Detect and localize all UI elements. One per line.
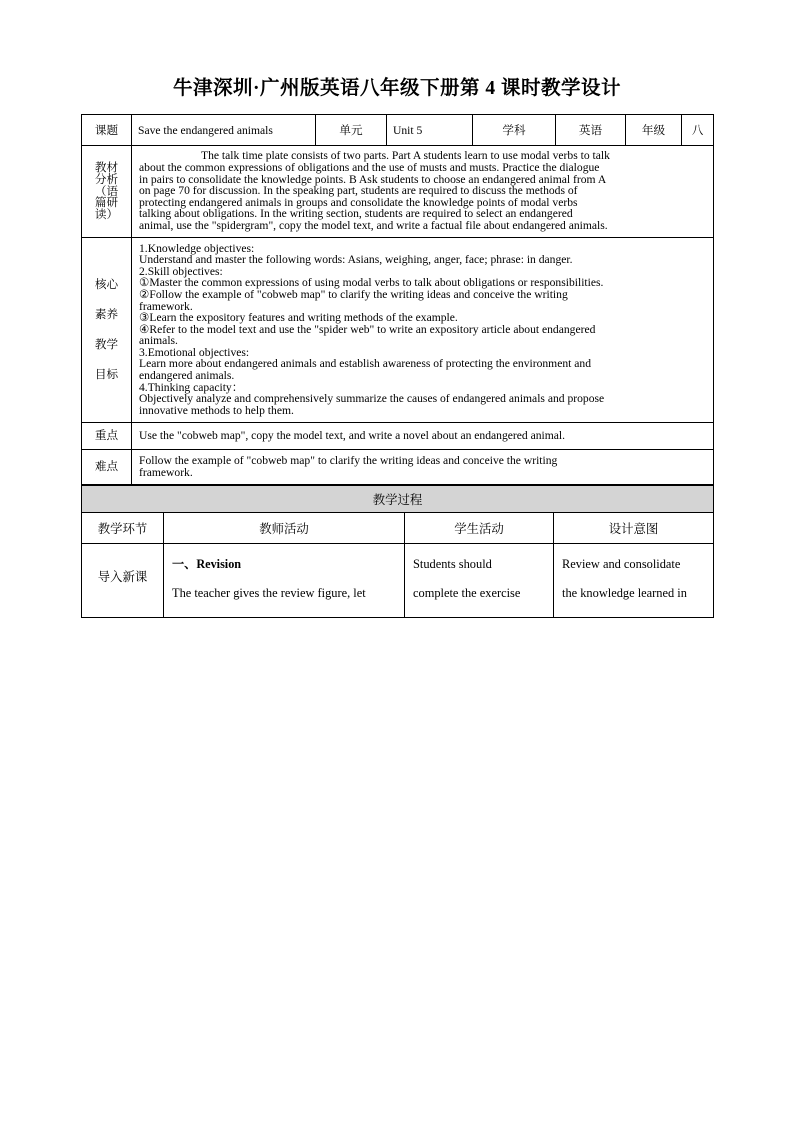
objective-line: ②Follow the example of "cobweb map" to clarify the writing ideas and conceive the writing — [139, 287, 568, 301]
paragraph-line: on page 70 for discussion. In the speaking part, students are required to discuss the methods of — [139, 184, 578, 198]
paragraph-line: animal, use the "spidergram", copy the model text, and write a factual file about endangered animals. — [139, 218, 608, 232]
column-header-student: 学生活动 — [405, 513, 554, 544]
value-topic: Save the endangered animals — [132, 115, 316, 146]
design-intent-line: Review and consolidate — [562, 557, 681, 572]
core-label-line: 教学 — [94, 338, 119, 351]
label-grade: 年级 — [626, 115, 682, 146]
column-header-stage: 教学环节 — [82, 513, 164, 544]
objective-line: ①Master the common expressions of using modal verbs to talk about obligations or responsibilities. — [139, 276, 604, 290]
label-material-analysis — [82, 146, 132, 237]
objective-line: ④Refer to the model text and use the "spider web" to write an expository article about endangered — [139, 322, 596, 336]
teacher-activity-line: The teacher gives the review figure, let — [172, 586, 366, 601]
objective-line: ③Learn the expository features and writing methods of the example. — [139, 311, 458, 325]
objective-line: 1.Knowledge objectives: — [139, 241, 255, 255]
label-unit: 单元 — [316, 115, 387, 146]
objective-line: 4.Thinking capacity： — [139, 380, 244, 394]
label-key-point: 重点 — [82, 423, 132, 450]
column-header-teacher: 教师活动 — [164, 513, 405, 544]
label-difficult-point: 难点 — [82, 450, 132, 485]
objective-line: Learn more about endangered animals and establish awareness of protecting the environment and — [139, 357, 591, 371]
teaching-process-banner-row — [82, 486, 714, 513]
paragraph-line: talking about obligations. In the writing section, students are required to select an endangered — [139, 207, 573, 221]
cell-design-intent — [554, 544, 714, 617]
paragraph-line: protecting endangered animals in groups and consolidate the knowledge points of modal verbs — [139, 195, 578, 209]
label-core-objectives — [82, 237, 132, 423]
objective-line: framework. — [139, 299, 193, 313]
difficult-point-line: Follow the example of "cobweb map" to clarify the writing ideas and conceive the writing — [139, 454, 558, 468]
table-row-material-analysis — [82, 146, 714, 237]
teacher-activity-line: 一、Revision — [172, 557, 242, 572]
material-label-line: 篇研 — [94, 196, 119, 210]
page-title: 牛津深圳·广州版英语八年级下册第 4 课时教学设计 — [172, 78, 621, 99]
objective-line: innovative methods to help them. — [139, 403, 294, 417]
objective-line: 3.Emotional objectives: — [139, 345, 250, 359]
value-subject: 英语 — [556, 115, 626, 146]
teaching-process-banner: 教学过程 — [82, 486, 714, 513]
value-grade: 八 — [682, 115, 714, 146]
label-topic: 课题 — [82, 115, 132, 146]
value-unit: Unit 5 — [387, 115, 473, 146]
label-subject: 学科 — [473, 115, 556, 146]
objective-line: 2.Skill objectives: — [139, 264, 223, 278]
cell-teacher-activity — [164, 544, 405, 617]
objective-line: endangered animals. — [139, 369, 235, 383]
column-header-intent: 设计意图 — [554, 513, 714, 544]
material-label-line: 读） — [94, 207, 119, 221]
student-activity-line: Students should — [413, 557, 492, 572]
content-material-analysis — [132, 146, 714, 237]
objective-line: Objectively analyze and comprehensively summarize the causes of endangered animals and propose — [139, 392, 605, 406]
student-activity-line: complete the exercise — [413, 586, 521, 601]
paragraph-line: The talk time plate consists of two parts. Part A students learn to use modal verbs to talk — [201, 149, 610, 163]
core-label-line: 素养 — [94, 307, 119, 321]
teaching-process-table — [81, 485, 714, 617]
material-label-line: 分析 — [94, 173, 119, 187]
paragraph-line: about the common expressions of obligations and the use of musts and musts. Practice the dialogue — [139, 160, 600, 174]
table-row-core-objectives — [82, 237, 714, 423]
content-core-objectives — [132, 237, 714, 423]
key-point-line: Use the "cobweb map", copy the model text, and write a novel about an endangered animal. — [139, 429, 566, 443]
design-intent-line: the knowledge learned in — [562, 586, 687, 601]
material-label-line: （语 — [94, 184, 119, 198]
cell-stage: 导入新课 — [82, 544, 164, 617]
objective-line: animals. — [139, 334, 178, 348]
difficult-point-line: framework. — [139, 465, 193, 479]
objective-line: Understand and master the following words: Asians, weighing, anger, face; phrase: in danger. — [139, 253, 573, 267]
teaching-process-header-row — [82, 513, 714, 544]
content-difficult-point — [132, 450, 714, 485]
material-label-line: 教材 — [94, 161, 119, 175]
lesson-plan-table — [81, 114, 714, 485]
content-key-point — [132, 423, 714, 450]
core-label-line: 目标 — [94, 368, 119, 382]
paragraph-line: in pairs to consolidate the knowledge points. B Ask students to choose an endangered animal from A — [139, 172, 607, 186]
table-row-info — [82, 115, 714, 146]
table-row — [82, 544, 714, 617]
table-row-difficult-point — [82, 450, 714, 485]
core-label-line: 核心 — [94, 277, 119, 291]
table-row-key-point — [82, 423, 714, 450]
cell-student-activity — [405, 544, 554, 617]
